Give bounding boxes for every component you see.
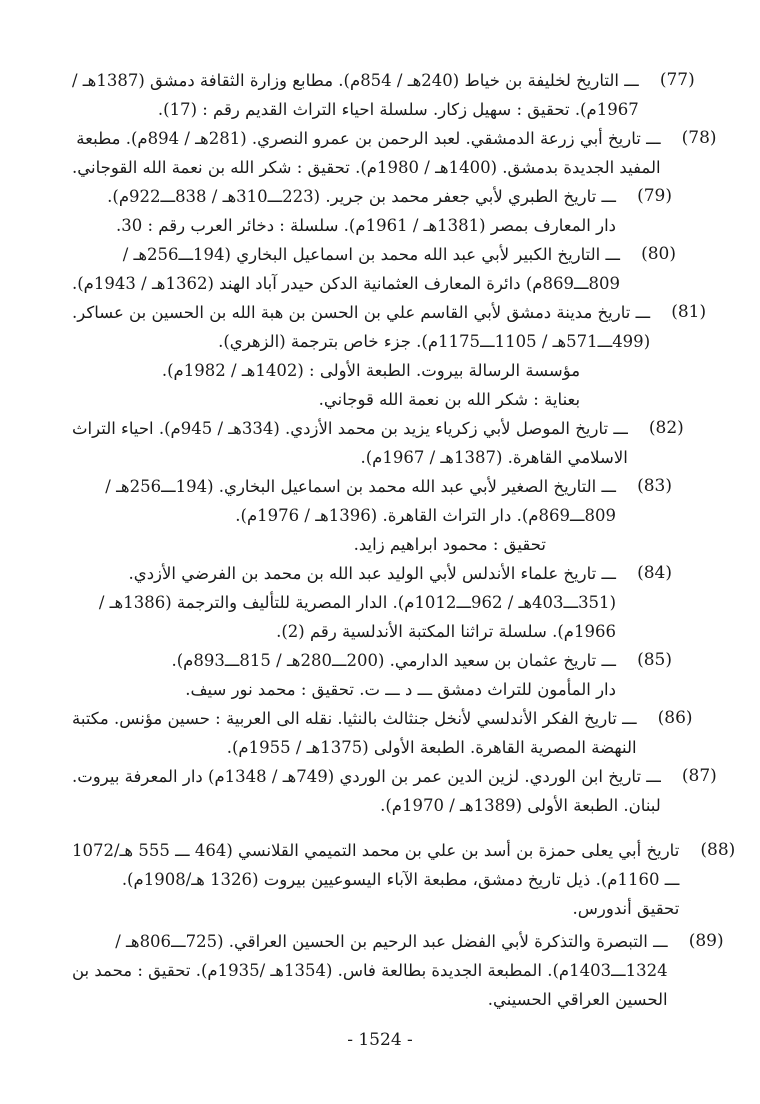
entry-line: ـــ 1160م). ذيل تاريخ دمشق، مطبعة الآباء اليسوعيين بيروت (1326 هـ/1908م).	[121, 870, 680, 889]
entry-line: دار المعارف بمصر (1381هـ / 1961م). سلسلة : دخائر العرب رقم : 30.	[115, 216, 616, 235]
entry-line: ـــ تاريخ علماء الأندلس لأبي الوليد عبد الله بن محمد بن الفرضي الأزدي.	[128, 564, 616, 583]
entry-number: (84)	[637, 563, 672, 583]
entry-line: (499ـــ571هـ / 1105ـــ1175م). جزء خاص بترجمة (الزهري).	[218, 332, 651, 351]
entry-line: دار المأمون للتراث دمشق ـــ د ـــ ت. تحقيق : محمد نور سيف.	[185, 680, 616, 699]
bibliography-entry	[72, 762, 717, 820]
entry-line: الاسلامي القاهرة. (1387هـ / 1967م).	[360, 448, 628, 467]
entry-text	[72, 298, 650, 414]
entry-number: (78)	[681, 128, 717, 148]
entry-line: ـــ تاريخ عثمان بن سعيد الدارمي. (200ـــ280هـ / 815ـــ893م).	[171, 651, 616, 670]
entry-number: (81)	[671, 302, 707, 322]
bibliography-entry	[72, 182, 672, 240]
entry-text	[72, 927, 668, 1014]
entry-number: (89)	[688, 931, 724, 951]
bibliography-entry	[72, 927, 724, 1014]
entry-line: ـــ تاريخ أبي زرعة الدمشقي. لعبد الرحمن بن عمرو النصري. (281هـ / 894م). مطبعة	[76, 129, 661, 148]
bibliography-entry	[72, 836, 736, 923]
entry-text	[72, 762, 661, 820]
entry-line: المفيد الجديدة بدمشق. (1400هـ / 1980م). تحقيق : شكر الله بن نعمة الله القوجاني.	[72, 158, 661, 177]
entry-line: 809ـــ869م) دائرة المعارف العثمانية الدكن حيدر آباد الهند (1362هـ / 1943م).	[72, 274, 620, 293]
entry-text	[72, 182, 616, 240]
entry-line: ـــ تاريخ الفكر الأندلسي لأنخل جنثالث بالنثيا. نقله الى العربية : حسين مؤنس. مكتبة	[72, 709, 637, 728]
entry-number: (79)	[637, 186, 672, 206]
entry-text	[72, 559, 616, 646]
entry-number: (87)	[681, 766, 717, 786]
entry-line: ـــ تاريخ مدينة دمشق لأبي القاسم علي بن الحسن بن هبة الله بن الحسين بن عساكر.	[72, 303, 651, 322]
entry-line: ـــ تاريخ الطبري لأبي جعفر محمد بن جرير. (223ـــ310هـ / 838ـــ922م).	[107, 187, 616, 206]
entry-line: النهضة المصرية القاهرة. الطبعة الأولى (1375هـ / 1955م).	[226, 738, 637, 757]
entry-text	[72, 704, 637, 762]
entry-line: لبنان. الطبعة الأولى (1389هـ / 1970م).	[380, 796, 661, 815]
entry-line: 1967م). تحقيق : سهيل زكار. سلسلة احياء التراث القديم رقم : (17).	[157, 100, 639, 119]
entry-text	[72, 124, 661, 182]
entry-line: ـــ التاريخ الكبير لأبي عبد الله محمد بن اسماعيل البخاري (194ـــ256هـ /	[122, 245, 620, 264]
bibliography-entry	[72, 414, 684, 472]
entry-number: (86)	[657, 708, 693, 728]
bibliography-entry	[72, 704, 693, 762]
entry-text	[72, 414, 628, 472]
entry-line: تحقيق أندورس.	[572, 899, 680, 918]
entry-line: ـــ التاريخ الصغير لأبي عبد الله محمد بن اسماعيل البخاري. (194ـــ256هـ /	[105, 477, 616, 496]
bibliography-entry	[72, 124, 717, 182]
entry-line: 809ـــ869م). دار التراث القاهرة. (1396هـ / 1976م).	[235, 506, 616, 525]
entry-number: (88)	[700, 840, 736, 860]
entry-line: (351ـــ403هـ / 962ـــ1012م). الدار المصرية للتأليف والترجمة (1386هـ /	[98, 593, 616, 612]
bibliography-entry	[72, 646, 672, 704]
entry-line: تاريخ أبي يعلى حمزة بن أسد بن علي بن محمد التميمي القلانسي (464 ـــ 555 هـ/1072	[72, 841, 680, 860]
bibliography-entry	[72, 472, 672, 559]
entry-line: مؤسسة الرسالة بيروت. الطبعة الأولى : (1402هـ / 1982م).	[161, 361, 581, 380]
entry-line: ـــ التاريخ لخليفة بن خياط (240هـ / 854م). مطابع وزارة الثقافة دمشق (1387هـ /	[72, 71, 639, 90]
entry-text	[72, 472, 616, 559]
entry-number: (85)	[637, 650, 672, 670]
entry-line: ـــ تاريخ الموصل لأبي زكرياء يزيد بن محمد الأزدي. (334هـ / 945م). احياء التراث	[72, 419, 628, 438]
entry-text	[72, 836, 679, 923]
entry-line: ـــ التبصرة والتذكرة لأبي الفضل عبد الرحيم بن الحسين العراقي. (725ـــ806هـ /	[115, 932, 668, 951]
bibliography-entry	[72, 66, 695, 124]
entry-number: (83)	[637, 476, 672, 496]
page-number: - 1524 -	[347, 1030, 413, 1050]
entry-number: (80)	[641, 244, 676, 264]
bibliography-list	[72, 66, 736, 1014]
entry-number: (77)	[659, 70, 695, 90]
entry-number: (82)	[648, 418, 684, 438]
entry-line: 1966م). سلسلة تراثنا المكتبة الأندلسية رقم (2).	[276, 622, 616, 641]
bibliography-entry	[72, 240, 676, 298]
entry-line: ـــ تاريخ ابن الوردي. لزين الدين عمر بن الوردي (749هـ / 1348م) دار المعرفة بيروت.	[72, 767, 661, 786]
entry-text	[72, 646, 616, 704]
bibliography-entry	[72, 298, 707, 414]
entry-line: تحقيق : محمود ابراهيم زايد.	[353, 535, 546, 554]
entry-line: بعناية : شكر الله بن نعمة الله قوجاني.	[318, 390, 581, 409]
entry-text	[72, 240, 620, 298]
bibliography-entry	[72, 559, 672, 646]
entry-line: 1324ـــ1403م). المطبعة الجديدة بطالعة فاس. (1354هـ /1935م). تحقيق : محمد بن	[72, 961, 668, 980]
entry-line: الحسين العراقي الحسيني.	[487, 990, 668, 1009]
entry-text	[72, 66, 639, 124]
